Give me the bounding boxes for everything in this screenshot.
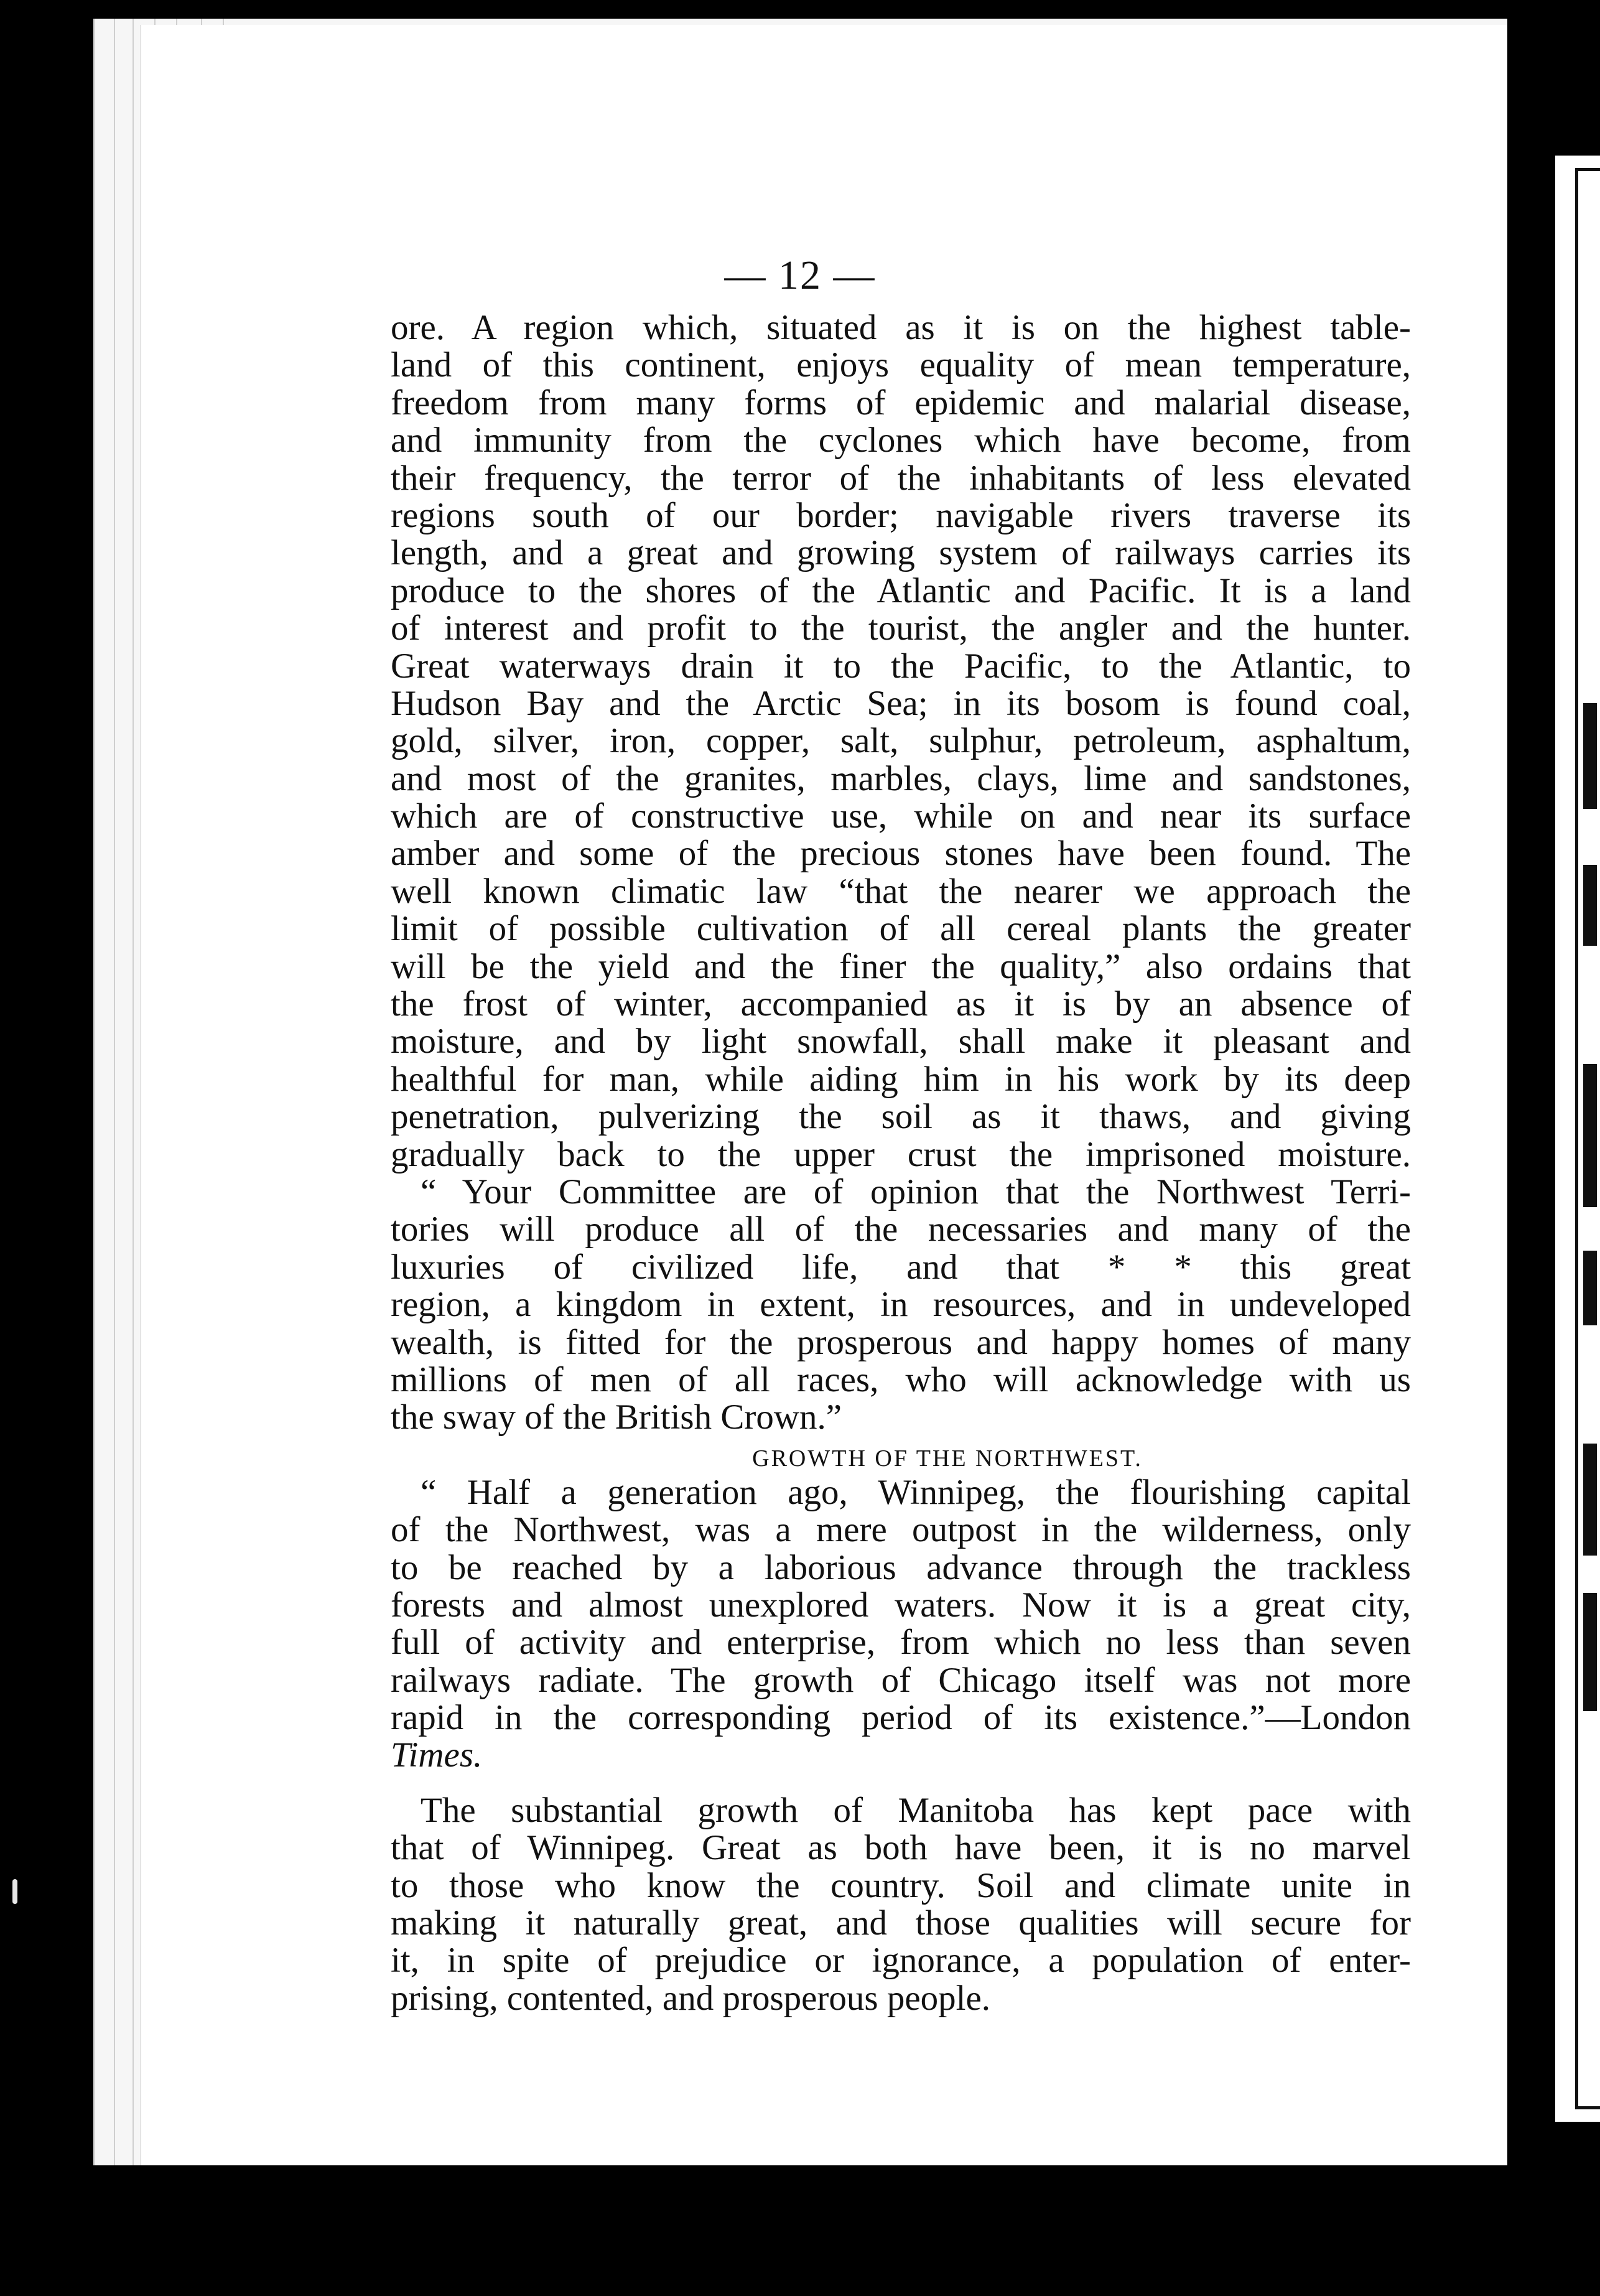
text-line: “ Half a generation ago, Winnipeg, the flourishing capital: [421, 1472, 1411, 1512]
text-line: of the Northwest, was a mere outpost in the wilderness, only: [391, 1510, 1411, 1550]
body-text: [391, 309, 1411, 2017]
text-line: and most of the granites, marbles, clays, lime and sandstones,: [391, 758, 1411, 798]
paragraph-region-description: [391, 309, 1411, 1174]
text-line: their frequency, the terror of the inhabitants of less elevated: [391, 458, 1411, 498]
text-line: the sway of the British Crown.”: [391, 1398, 842, 1437]
text-line: healthful for man, while aiding him in his work by its deep: [391, 1059, 1411, 1099]
scan-speck: [12, 1879, 17, 1904]
text-line: to be reached by a laborious advance through the trackless: [391, 1547, 1411, 1587]
text-line: land of this continent, enjoys equality of mean temperature,: [391, 345, 1411, 385]
section-heading: GROWTH OF THE NORTHWEST.: [752, 1445, 1143, 1472]
text-line: will be the yield and the finer the quality,” also ordains that: [391, 946, 1411, 986]
text-line: region, a kingdom in extent, in resources, and in undeveloped: [391, 1285, 1411, 1325]
text-line: length, and a great and growing system of railways carries its: [391, 533, 1411, 573]
text-line: moisture, and by light snowfall, shall make it pleasant and: [391, 1022, 1411, 1062]
text-line: prising, contented, and prosperous people.: [391, 1978, 991, 2018]
text-line: limit of possible cultivation of all cereal plants the greater: [391, 909, 1411, 949]
text-line: of interest and profit to the tourist, the angler and the hunter.: [391, 609, 1411, 648]
text-line: wealth, is fitted for the prosperous and happy homes of many: [391, 1322, 1411, 1362]
text-line: forests and almost unexplored waters. Now it is a great city,: [391, 1585, 1411, 1625]
text-line: millions of men of all races, who will acknowledge with us: [391, 1360, 1411, 1399]
text-line: The substantial growth of Manitoba has kept pace with: [421, 1790, 1411, 1830]
text-line: Times.: [391, 1735, 483, 1775]
adjacent-page-edge: [1555, 156, 1600, 2122]
text-line: railways radiate. The growth of Chicago itself was not more: [391, 1660, 1411, 1700]
text-line: “ Your Committee are of opinion that the Northwest Terri-: [421, 1172, 1411, 1211]
text-line: penetration, pulverizing the soil as it thaws, and giving: [391, 1097, 1411, 1137]
text-line: and immunity from the cyclones which have become, from: [391, 421, 1411, 460]
text-line: gradually back to the upper crust the imprisoned moisture.: [391, 1134, 1411, 1174]
text-line: Hudson Bay and the Arctic Sea; in its bosom is found coal,: [391, 683, 1411, 723]
text-line: making it naturally great, and those qualities will secure for: [391, 1903, 1411, 1943]
text-line: luxuries of civilized life, and that * * this great: [391, 1247, 1411, 1287]
text-line: it, in spite of prejudice or ignorance, a population of enter-: [391, 1941, 1411, 1981]
paragraph-committee-quote: [391, 1174, 1411, 1437]
paragraph-london-times-quote: [391, 1474, 1411, 1775]
text-line: which are of constructive use, while on and near its surface: [391, 796, 1411, 836]
text-line: well known climatic law “that the nearer we approach the: [391, 871, 1411, 911]
text-line: freedom from many forms of epidemic and malarial disease,: [391, 383, 1411, 422]
text-line: full of activity and enterprise, from which no less than seven: [391, 1623, 1411, 1663]
text-line: amber and some of the precious stones have been found. The: [391, 834, 1411, 874]
text-line: regions south of our border; navigable rivers traverse its: [391, 495, 1411, 535]
text-line: Great waterways drain it to the Pacific, to the Atlantic, to: [391, 646, 1411, 686]
text-line: that of Winnipeg. Great as both have been, it is no marvel: [391, 1828, 1411, 1868]
text-line: tories will produce all of the necessaries and many of the: [391, 1210, 1411, 1249]
text-line: to those who know the country. Soil and climate unite in: [391, 1865, 1411, 1905]
text-line: produce to the shores of the Atlantic and Pacific. It is a land: [391, 571, 1411, 610]
text-line: ore. A region which, situated as it is on the highest table-: [391, 308, 1411, 347]
text-line: gold, silver, iron, copper, salt, sulphur, petroleum, asphaltum,: [391, 721, 1411, 761]
text-line: rapid in the corresponding period of its existence.”—London: [391, 1698, 1411, 1738]
text-line: the frost of winter, accompanied as it is by an absence of: [391, 984, 1411, 1024]
paragraph-manitoba-growth: [391, 1792, 1411, 2017]
page-number: — 12 —: [724, 253, 876, 298]
